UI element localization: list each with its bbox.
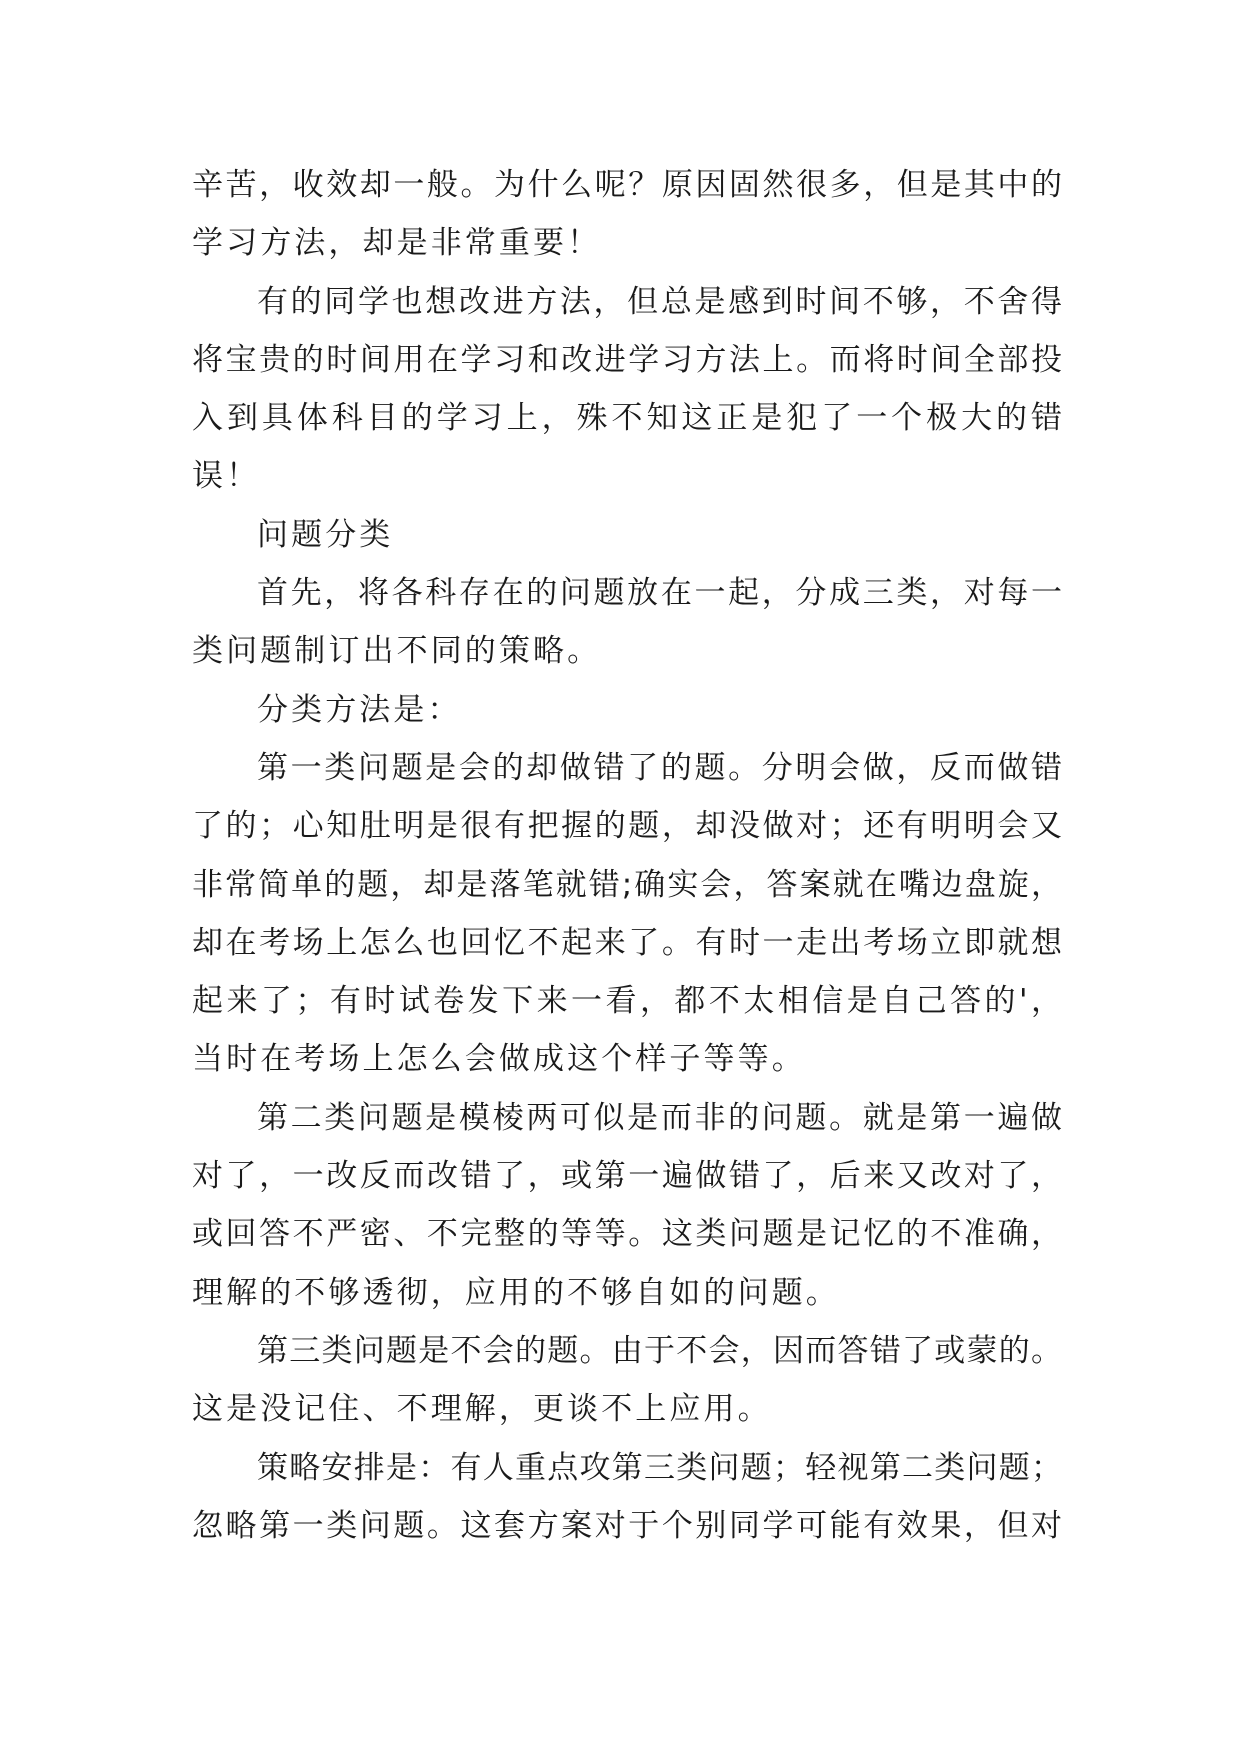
text-line: 误！ (192, 458, 261, 495)
text-line: 首先，将各科存在的问题放在一起，分成三类，对每一 (257, 575, 1062, 612)
text-line: 第二类问题是模棱两可似是而非的问题。就是第一遍做 (257, 1099, 1062, 1136)
text-line: 第三类问题是不会的题。由于不会，因而答错了或蒙的。 (257, 1332, 1062, 1369)
text-line: 了的；心知肚明是很有把握的题，却没做对；还有明明会又 (192, 808, 1062, 845)
text-line: 问题分类 (257, 516, 394, 553)
text-line: 却在考场上怎么也回忆不起来了。有时一走出考场立即就想 (192, 924, 1062, 961)
text-line: 起来了；有时试卷发下来一看，都不太相信是自己答的'， (192, 983, 1062, 1020)
text-line: 入到具体科目的学习上，殊不知这正是犯了一个极大的错 (192, 400, 1062, 437)
text-line: 分类方法是： (257, 691, 462, 728)
text-line: 当时在考场上怎么会做成这个样子等等。 (192, 1041, 806, 1078)
text-line: 对了，一改反而改错了，或第一遍做错了，后来又改对了， (192, 1158, 1062, 1195)
body-text (192, 156, 1062, 1555)
text-line: 非常简单的题，却是落笔就错;确实会，答案就在嘴边盘旋， (192, 866, 1062, 903)
text-line: 学习方法，却是非常重要！ (192, 225, 602, 262)
text-line: 忽略第一类问题。这套方案对于个别同学可能有效果，但对 (192, 1507, 1062, 1544)
text-line: 或回答不严密、不完整的等等。这类问题是记忆的不准确， (192, 1216, 1062, 1253)
text-line: 理解的不够透彻，应用的不够自如的问题。 (192, 1274, 840, 1311)
text-line: 这是没记住、不理解，更谈不上应用。 (192, 1391, 772, 1428)
text-line: 策略安排是：有人重点攻第三类问题；轻视第二类问题； (257, 1449, 1062, 1486)
text-line: 有的同学也想改进方法，但总是感到时间不够，不舍得 (257, 283, 1062, 320)
text-line: 类问题制订出不同的策略。 (192, 633, 602, 670)
text-line: 辛苦，收效却一般。为什么呢？原因固然很多，但是其中的 (192, 167, 1062, 203)
text-line: 第一类问题是会的却做错了的题。分明会做，反而做错 (257, 749, 1062, 786)
text-line: 将宝贵的时间用在学习和改进学习方法上。而将时间全部投 (192, 341, 1062, 378)
